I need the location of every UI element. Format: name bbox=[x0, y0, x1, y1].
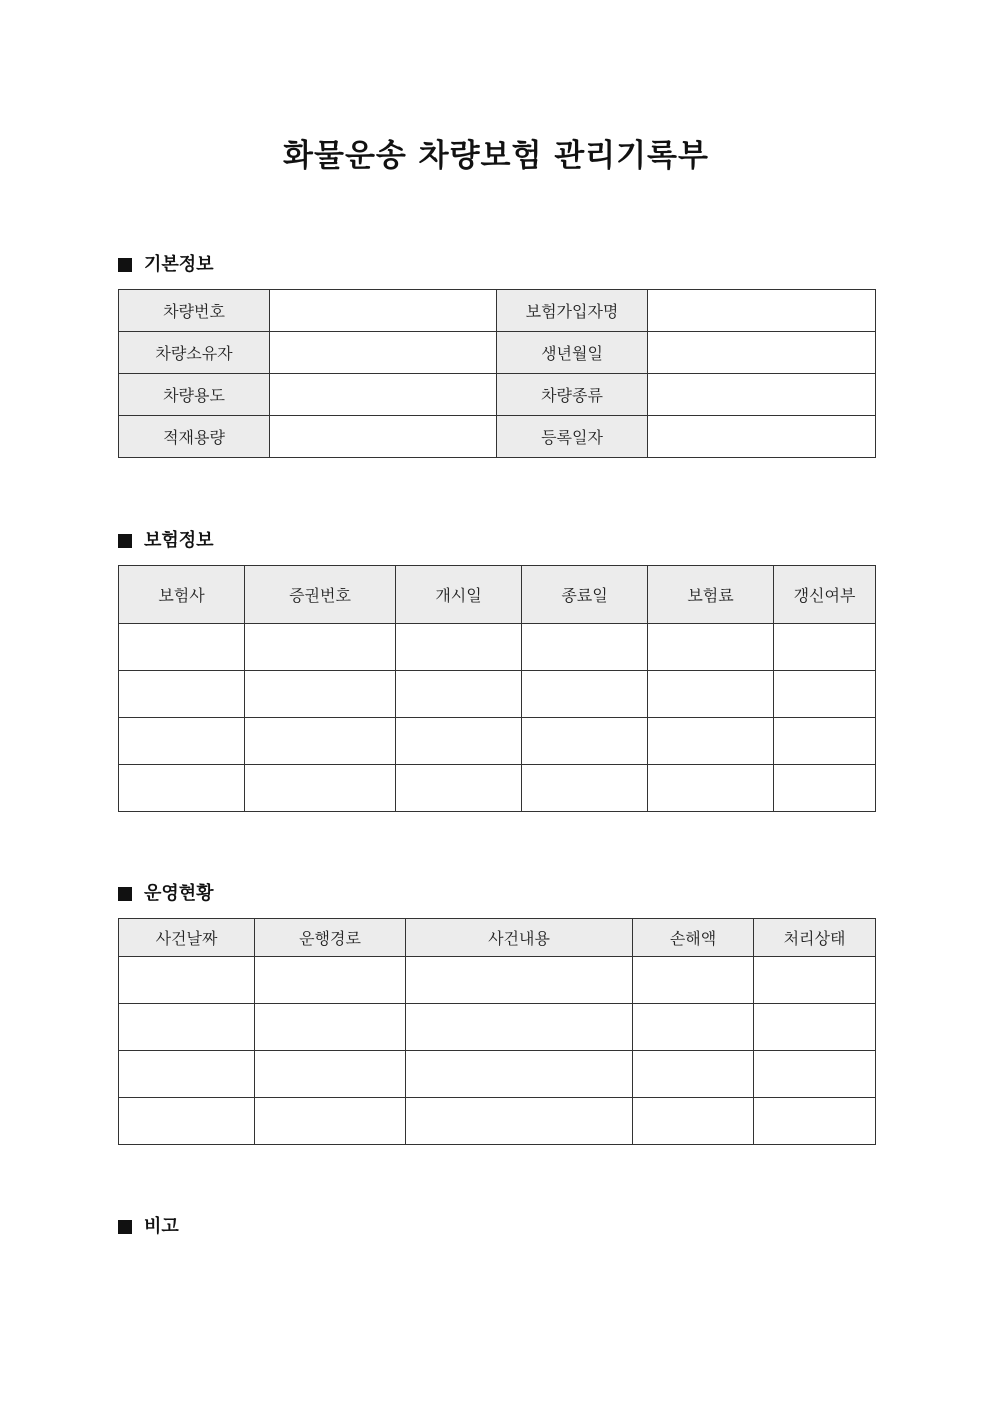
table-cell[interactable] bbox=[119, 1004, 255, 1051]
table-row bbox=[119, 765, 876, 812]
table-cell[interactable] bbox=[119, 1098, 255, 1145]
table-cell[interactable] bbox=[633, 1098, 754, 1145]
field-label-vehicle-number: 차량번호 bbox=[119, 290, 270, 332]
table-header-row bbox=[119, 919, 876, 957]
table-row bbox=[119, 1004, 876, 1051]
table-cell[interactable] bbox=[754, 1004, 876, 1051]
table-cell[interactable] bbox=[648, 671, 774, 718]
table-cell[interactable] bbox=[396, 765, 522, 812]
remarks-heading bbox=[118, 1215, 179, 1239]
page-title: 화물운송 차량보험 관리기록부 bbox=[283, 138, 709, 174]
table-header-row bbox=[119, 566, 876, 624]
table-cell[interactable] bbox=[522, 718, 648, 765]
table-cell[interactable] bbox=[245, 671, 396, 718]
table-cell[interactable] bbox=[255, 1098, 406, 1145]
table-cell[interactable] bbox=[648, 718, 774, 765]
column-header-end-date: 종료일 bbox=[522, 566, 648, 624]
insurance-info-heading-label: 보험정보 bbox=[144, 530, 214, 551]
table-row bbox=[119, 671, 876, 718]
basic-info-table bbox=[118, 289, 876, 458]
insurance-info-heading bbox=[118, 529, 214, 553]
table-cell[interactable] bbox=[522, 624, 648, 671]
table-row bbox=[119, 957, 876, 1004]
table-cell[interactable] bbox=[255, 957, 406, 1004]
field-value-registration-date[interactable] bbox=[648, 416, 876, 458]
field-value-load-capacity[interactable] bbox=[270, 416, 497, 458]
square-bullet-icon bbox=[118, 887, 132, 901]
table-cell[interactable] bbox=[255, 1004, 406, 1051]
column-header-policy-number: 증권번호 bbox=[245, 566, 396, 624]
table-row bbox=[119, 1051, 876, 1098]
field-label-insured-name: 보험가입자명 bbox=[497, 290, 648, 332]
table-cell[interactable] bbox=[522, 671, 648, 718]
table-cell[interactable] bbox=[245, 765, 396, 812]
table-cell[interactable] bbox=[633, 1004, 754, 1051]
basic-info-heading-label: 기본정보 bbox=[144, 254, 214, 275]
column-header-route: 운행경로 bbox=[255, 919, 406, 957]
square-bullet-icon bbox=[118, 1220, 132, 1234]
operation-status-heading-label: 운영현황 bbox=[144, 883, 214, 904]
table-cell[interactable] bbox=[406, 1098, 633, 1145]
table-cell[interactable] bbox=[754, 957, 876, 1004]
column-header-damage-amount: 손해액 bbox=[633, 919, 754, 957]
remarks-heading-label: 비고 bbox=[144, 1216, 179, 1237]
field-value-vehicle-type[interactable] bbox=[648, 374, 876, 416]
square-bullet-icon bbox=[118, 258, 132, 272]
table-cell[interactable] bbox=[406, 957, 633, 1004]
column-header-incident-date: 사건날짜 bbox=[119, 919, 255, 957]
table-cell[interactable] bbox=[633, 957, 754, 1004]
table-cell[interactable] bbox=[396, 671, 522, 718]
field-value-birth-date[interactable] bbox=[648, 332, 876, 374]
basic-info-heading bbox=[118, 253, 214, 277]
table-cell[interactable] bbox=[396, 718, 522, 765]
table-row bbox=[119, 718, 876, 765]
square-bullet-icon bbox=[118, 534, 132, 548]
table-row bbox=[119, 624, 876, 671]
field-label-load-capacity: 적재용량 bbox=[119, 416, 270, 458]
table-cell[interactable] bbox=[522, 765, 648, 812]
table-cell[interactable] bbox=[754, 1051, 876, 1098]
field-value-vehicle-owner[interactable] bbox=[270, 332, 497, 374]
insurance-info-table bbox=[118, 565, 876, 812]
table-cell[interactable] bbox=[774, 765, 876, 812]
column-header-insurer: 보험사 bbox=[119, 566, 245, 624]
field-value-vehicle-number[interactable] bbox=[270, 290, 497, 332]
table-cell[interactable] bbox=[648, 765, 774, 812]
table-cell[interactable] bbox=[119, 624, 245, 671]
table-row bbox=[119, 374, 876, 416]
table-cell[interactable] bbox=[119, 957, 255, 1004]
operation-status-table bbox=[118, 918, 876, 1145]
table-row bbox=[119, 416, 876, 458]
table-cell[interactable] bbox=[119, 718, 245, 765]
field-label-vehicle-owner: 차량소유자 bbox=[119, 332, 270, 374]
table-row bbox=[119, 290, 876, 332]
field-label-birth-date: 생년월일 bbox=[497, 332, 648, 374]
table-cell[interactable] bbox=[245, 624, 396, 671]
table-cell[interactable] bbox=[255, 1051, 406, 1098]
field-label-vehicle-type: 차량종류 bbox=[497, 374, 648, 416]
column-header-incident-details: 사건내용 bbox=[406, 919, 633, 957]
table-cell[interactable] bbox=[119, 765, 245, 812]
table-row bbox=[119, 1098, 876, 1145]
column-header-processing-status: 처리상태 bbox=[754, 919, 876, 957]
column-header-renewal: 갱신여부 bbox=[774, 566, 876, 624]
table-cell[interactable] bbox=[406, 1004, 633, 1051]
table-cell[interactable] bbox=[774, 718, 876, 765]
table-cell[interactable] bbox=[754, 1098, 876, 1145]
table-cell[interactable] bbox=[406, 1051, 633, 1098]
table-cell[interactable] bbox=[245, 718, 396, 765]
table-row bbox=[119, 332, 876, 374]
column-header-premium: 보험료 bbox=[648, 566, 774, 624]
field-value-vehicle-use[interactable] bbox=[270, 374, 497, 416]
column-header-start-date: 개시일 bbox=[396, 566, 522, 624]
table-cell[interactable] bbox=[774, 624, 876, 671]
table-cell[interactable] bbox=[396, 624, 522, 671]
field-label-vehicle-use: 차량용도 bbox=[119, 374, 270, 416]
field-label-registration-date: 등록일자 bbox=[497, 416, 648, 458]
table-cell[interactable] bbox=[633, 1051, 754, 1098]
table-cell[interactable] bbox=[648, 624, 774, 671]
table-cell[interactable] bbox=[119, 671, 245, 718]
field-value-insured-name[interactable] bbox=[648, 290, 876, 332]
table-cell[interactable] bbox=[119, 1051, 255, 1098]
table-cell[interactable] bbox=[774, 671, 876, 718]
operation-status-heading bbox=[118, 882, 214, 906]
